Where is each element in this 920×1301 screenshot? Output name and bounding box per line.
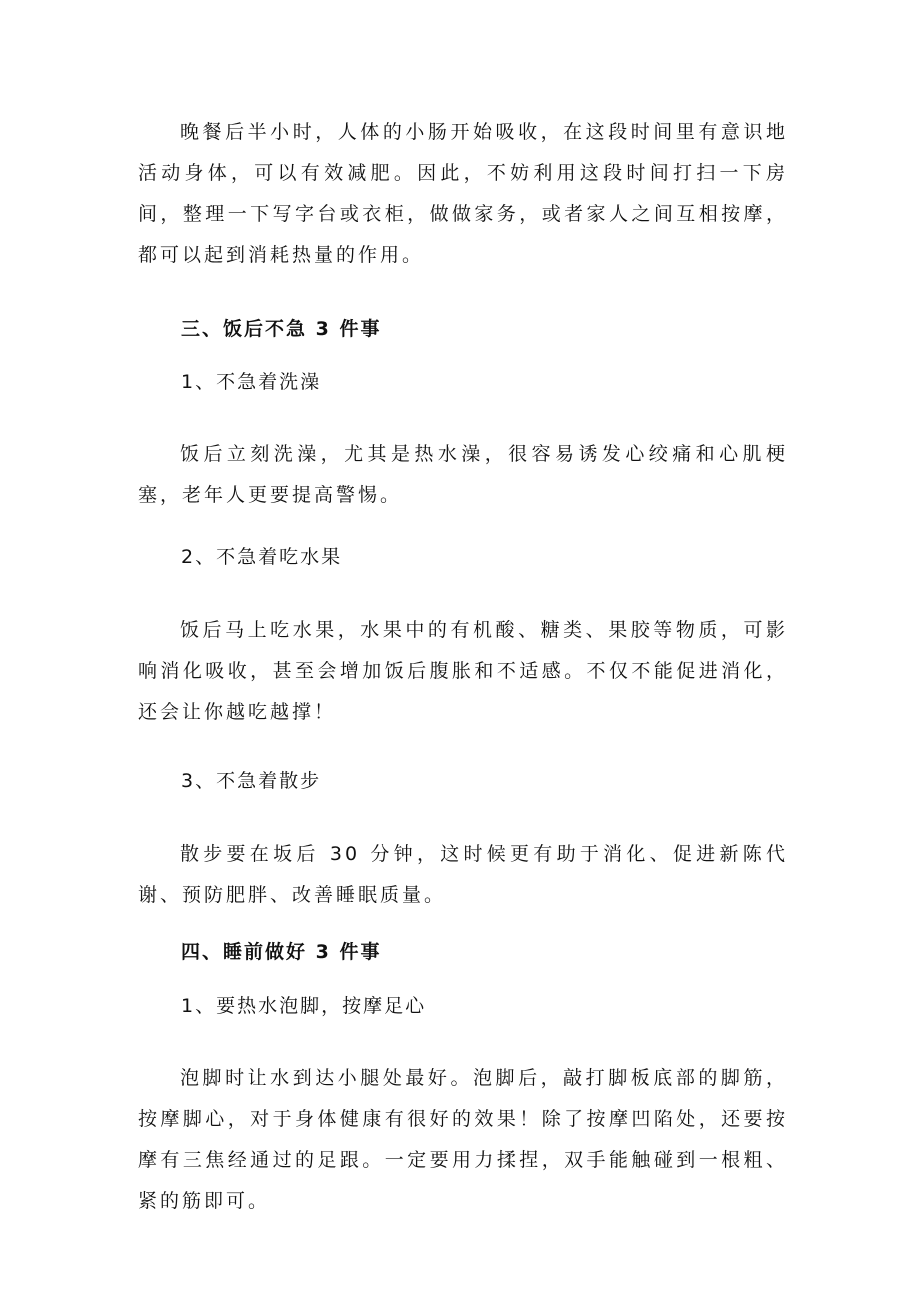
paragraph-no-bath: 饭后立刻洗澡，尤其是热水澡，很容易诱发心绞痛和心肌梗塞，老年人更要提高警惕。 xyxy=(138,443,788,506)
paragraph-no-walk: 散步要在坂后 30 分钟，这时候更有助于消化、促进新陈代谢、预防肥胖、改善睡眠质量。 xyxy=(138,843,788,906)
subheading-no-walk: 3、不急着散步 xyxy=(181,770,322,792)
subheading-no-fruit: 2、不急着吃水果 xyxy=(181,546,343,568)
section-heading-after-meal: 三、饭后不急 3 件事 xyxy=(181,318,382,340)
paragraph-no-fruit: 饭后马上吃水果，水果中的有机酸、糖类、果胶等物质，可影响消化吸收，甚至会增加饭后腹胀和不适感。不仅不能促进消化，还会让你越吃越撑！ xyxy=(138,619,788,723)
paragraph-foot-soak: 泡脚时让水到达小腿处最好。泡脚后，敲打脚板底部的脚筋，按摩脚心，对于身体健康有很好的效果！除了按摩凹陷处，还要按摩有三焦经通过的足跟。一定要用力揉捏，双手能触碰到一根粗、紧的筋即可。 xyxy=(138,1067,788,1212)
paragraph-evening-activity: 晚餐后半小时，人体的小肠开始吸收，在这段时间里有意识地活动身体，可以有效减肥。因此，不妨利用这段时间打扫一下房间，整理一下写字台或衣柜，做做家务，或者家人之间互相按摩，都可以起到消耗热量的作用。 xyxy=(138,121,788,266)
subheading-foot-soak: 1、要热水泡脚，按摩足心 xyxy=(181,995,427,1017)
subheading-no-bath: 1、不急着洗澡 xyxy=(181,371,322,393)
section-heading-before-sleep: 四、睡前做好 3 件事 xyxy=(181,941,382,963)
